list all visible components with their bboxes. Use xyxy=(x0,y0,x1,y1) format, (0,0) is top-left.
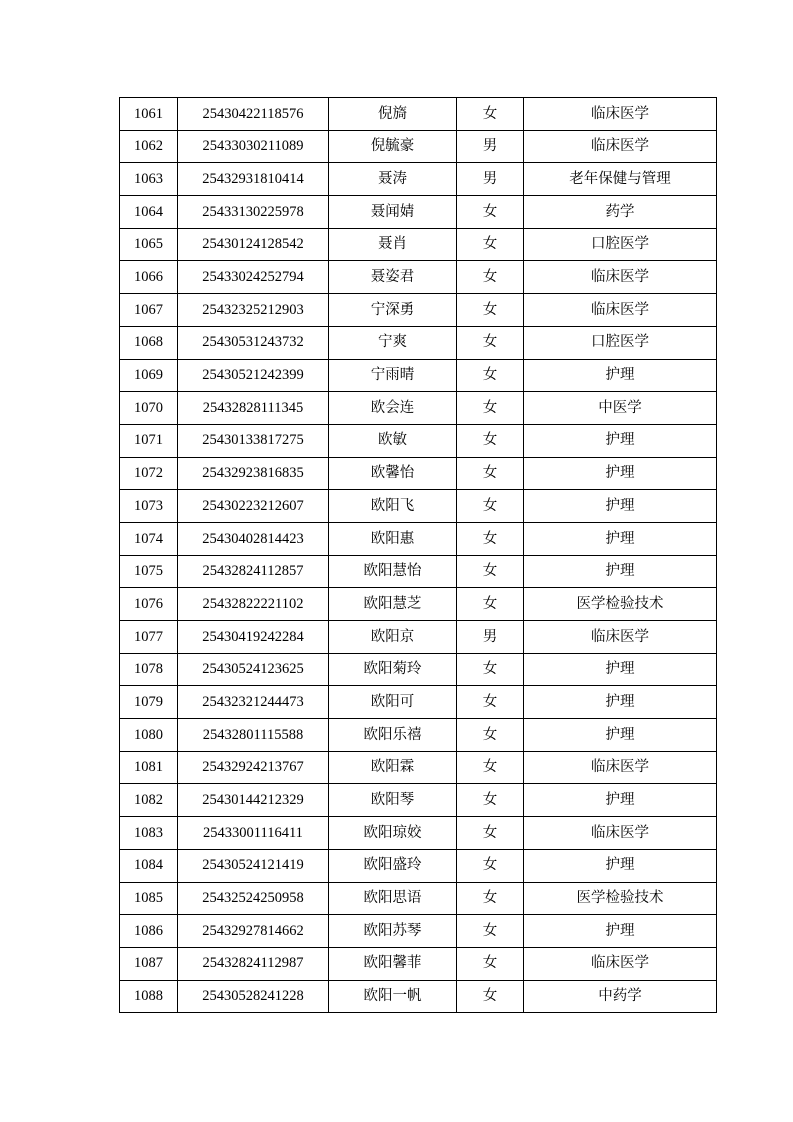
gender-cell: 女 xyxy=(457,457,524,490)
exam-id-cell: 25430419242284 xyxy=(178,621,329,654)
exam-id-cell: 25433030211089 xyxy=(178,130,329,163)
table-row xyxy=(120,653,717,686)
table-row xyxy=(120,751,717,784)
table-row xyxy=(120,719,717,752)
major-cell: 护理 xyxy=(524,849,717,882)
table-row xyxy=(120,228,717,261)
name-cell: 欧阳京 xyxy=(329,621,457,654)
gender-cell: 女 xyxy=(457,522,524,555)
table-row xyxy=(120,326,717,359)
gender-cell: 女 xyxy=(457,915,524,948)
major-cell: 口腔医学 xyxy=(524,326,717,359)
table-row xyxy=(120,555,717,588)
major-cell: 护理 xyxy=(524,653,717,686)
serial-number-cell: 1070 xyxy=(120,392,178,425)
serial-number-cell: 1069 xyxy=(120,359,178,392)
serial-number-cell: 1062 xyxy=(120,130,178,163)
name-cell: 倪旖 xyxy=(329,98,457,131)
gender-cell: 女 xyxy=(457,947,524,980)
gender-cell: 女 xyxy=(457,555,524,588)
name-cell: 宁深勇 xyxy=(329,294,457,327)
name-cell: 聂闻婧 xyxy=(329,196,457,229)
exam-id-cell: 25430422118576 xyxy=(178,98,329,131)
major-cell: 药学 xyxy=(524,196,717,229)
student-list-table xyxy=(119,97,717,1013)
gender-cell: 女 xyxy=(457,261,524,294)
gender-cell: 女 xyxy=(457,490,524,523)
serial-number-cell: 1072 xyxy=(120,457,178,490)
name-cell: 欧阳苏琴 xyxy=(329,915,457,948)
gender-cell: 女 xyxy=(457,326,524,359)
name-cell: 欧阳琴 xyxy=(329,784,457,817)
table-row xyxy=(120,686,717,719)
exam-id-cell: 25432325212903 xyxy=(178,294,329,327)
name-cell: 欧阳菊玲 xyxy=(329,653,457,686)
table-row xyxy=(120,98,717,131)
serial-number-cell: 1075 xyxy=(120,555,178,588)
serial-number-cell: 1061 xyxy=(120,98,178,131)
name-cell: 欧阳惠 xyxy=(329,522,457,555)
major-cell: 医学检验技术 xyxy=(524,588,717,621)
gender-cell: 女 xyxy=(457,228,524,261)
gender-cell: 女 xyxy=(457,882,524,915)
serial-number-cell: 1086 xyxy=(120,915,178,948)
major-cell: 护理 xyxy=(524,359,717,392)
exam-id-cell: 25430531243732 xyxy=(178,326,329,359)
gender-cell: 女 xyxy=(457,751,524,784)
major-cell: 护理 xyxy=(524,490,717,523)
table-row xyxy=(120,621,717,654)
gender-cell: 女 xyxy=(457,784,524,817)
serial-number-cell: 1078 xyxy=(120,653,178,686)
major-cell: 护理 xyxy=(524,522,717,555)
table-row xyxy=(120,947,717,980)
table-row xyxy=(120,196,717,229)
table-row xyxy=(120,817,717,850)
exam-id-cell: 25432924213767 xyxy=(178,751,329,784)
gender-cell: 女 xyxy=(457,98,524,131)
serial-number-cell: 1077 xyxy=(120,621,178,654)
name-cell: 欧阳霖 xyxy=(329,751,457,784)
exam-id-cell: 25430402814423 xyxy=(178,522,329,555)
serial-number-cell: 1087 xyxy=(120,947,178,980)
major-cell: 临床医学 xyxy=(524,751,717,784)
table-row xyxy=(120,784,717,817)
exam-id-cell: 25430521242399 xyxy=(178,359,329,392)
gender-cell: 女 xyxy=(457,424,524,457)
exam-id-cell: 25432828111345 xyxy=(178,392,329,425)
name-cell: 聂姿君 xyxy=(329,261,457,294)
name-cell: 欧馨怡 xyxy=(329,457,457,490)
serial-number-cell: 1083 xyxy=(120,817,178,850)
major-cell: 临床医学 xyxy=(524,621,717,654)
major-cell: 护理 xyxy=(524,784,717,817)
major-cell: 临床医学 xyxy=(524,817,717,850)
major-cell: 护理 xyxy=(524,719,717,752)
serial-number-cell: 1081 xyxy=(120,751,178,784)
serial-number-cell: 1088 xyxy=(120,980,178,1013)
gender-cell: 男 xyxy=(457,130,524,163)
exam-id-cell: 25432321244473 xyxy=(178,686,329,719)
name-cell: 聂肖 xyxy=(329,228,457,261)
name-cell: 欧阳盛玲 xyxy=(329,849,457,882)
table-row xyxy=(120,980,717,1013)
serial-number-cell: 1080 xyxy=(120,719,178,752)
serial-number-cell: 1068 xyxy=(120,326,178,359)
name-cell: 宁雨晴 xyxy=(329,359,457,392)
serial-number-cell: 1065 xyxy=(120,228,178,261)
major-cell: 临床医学 xyxy=(524,947,717,980)
name-cell: 欧阳思语 xyxy=(329,882,457,915)
table-row xyxy=(120,588,717,621)
gender-cell: 男 xyxy=(457,621,524,654)
serial-number-cell: 1073 xyxy=(120,490,178,523)
name-cell: 聂涛 xyxy=(329,163,457,196)
gender-cell: 女 xyxy=(457,588,524,621)
gender-cell: 女 xyxy=(457,359,524,392)
table-row xyxy=(120,849,717,882)
exam-id-cell: 25430524121419 xyxy=(178,849,329,882)
table-row xyxy=(120,882,717,915)
table-row xyxy=(120,457,717,490)
gender-cell: 女 xyxy=(457,719,524,752)
exam-id-cell: 25432824112857 xyxy=(178,555,329,588)
exam-id-cell: 25430223212607 xyxy=(178,490,329,523)
exam-id-cell: 25432524250958 xyxy=(178,882,329,915)
gender-cell: 女 xyxy=(457,294,524,327)
exam-id-cell: 25433001116411 xyxy=(178,817,329,850)
exam-id-cell: 25432824112987 xyxy=(178,947,329,980)
table-row xyxy=(120,261,717,294)
exam-id-cell: 25430528241228 xyxy=(178,980,329,1013)
serial-number-cell: 1079 xyxy=(120,686,178,719)
name-cell: 欧阳馨菲 xyxy=(329,947,457,980)
table-body xyxy=(120,98,717,1013)
gender-cell: 女 xyxy=(457,686,524,719)
major-cell: 临床医学 xyxy=(524,98,717,131)
major-cell: 中药学 xyxy=(524,980,717,1013)
serial-number-cell: 1066 xyxy=(120,261,178,294)
major-cell: 中医学 xyxy=(524,392,717,425)
major-cell: 临床医学 xyxy=(524,294,717,327)
major-cell: 口腔医学 xyxy=(524,228,717,261)
name-cell: 欧阳琼姣 xyxy=(329,817,457,850)
exam-id-cell: 25432923816835 xyxy=(178,457,329,490)
serial-number-cell: 1085 xyxy=(120,882,178,915)
name-cell: 欧阳可 xyxy=(329,686,457,719)
name-cell: 宁爽 xyxy=(329,326,457,359)
major-cell: 护理 xyxy=(524,915,717,948)
serial-number-cell: 1082 xyxy=(120,784,178,817)
major-cell: 医学检验技术 xyxy=(524,882,717,915)
serial-number-cell: 1064 xyxy=(120,196,178,229)
name-cell: 倪毓豪 xyxy=(329,130,457,163)
table-row xyxy=(120,359,717,392)
exam-id-cell: 25432931810414 xyxy=(178,163,329,196)
exam-id-cell: 25433024252794 xyxy=(178,261,329,294)
major-cell: 护理 xyxy=(524,686,717,719)
serial-number-cell: 1071 xyxy=(120,424,178,457)
exam-id-cell: 25433130225978 xyxy=(178,196,329,229)
major-cell: 临床医学 xyxy=(524,130,717,163)
table-row xyxy=(120,522,717,555)
exam-id-cell: 25430524123625 xyxy=(178,653,329,686)
exam-id-cell: 25432822221102 xyxy=(178,588,329,621)
serial-number-cell: 1063 xyxy=(120,163,178,196)
name-cell: 欧阳慧芝 xyxy=(329,588,457,621)
gender-cell: 女 xyxy=(457,817,524,850)
gender-cell: 女 xyxy=(457,653,524,686)
major-cell: 护理 xyxy=(524,457,717,490)
serial-number-cell: 1074 xyxy=(120,522,178,555)
exam-id-cell: 25430133817275 xyxy=(178,424,329,457)
gender-cell: 女 xyxy=(457,980,524,1013)
table-row xyxy=(120,915,717,948)
name-cell: 欧敏 xyxy=(329,424,457,457)
table-row xyxy=(120,490,717,523)
major-cell: 临床医学 xyxy=(524,261,717,294)
table-row xyxy=(120,130,717,163)
table-row xyxy=(120,163,717,196)
gender-cell: 女 xyxy=(457,849,524,882)
name-cell: 欧阳一帆 xyxy=(329,980,457,1013)
gender-cell: 女 xyxy=(457,392,524,425)
gender-cell: 女 xyxy=(457,196,524,229)
table-row xyxy=(120,424,717,457)
serial-number-cell: 1076 xyxy=(120,588,178,621)
major-cell: 老年保健与管理 xyxy=(524,163,717,196)
name-cell: 欧阳慧怡 xyxy=(329,555,457,588)
exam-id-cell: 25432927814662 xyxy=(178,915,329,948)
table-row xyxy=(120,294,717,327)
name-cell: 欧阳飞 xyxy=(329,490,457,523)
exam-id-cell: 25430144212329 xyxy=(178,784,329,817)
name-cell: 欧会连 xyxy=(329,392,457,425)
major-cell: 护理 xyxy=(524,424,717,457)
serial-number-cell: 1084 xyxy=(120,849,178,882)
table-row xyxy=(120,392,717,425)
exam-id-cell: 25432801115588 xyxy=(178,719,329,752)
name-cell: 欧阳乐禧 xyxy=(329,719,457,752)
major-cell: 护理 xyxy=(524,555,717,588)
exam-id-cell: 25430124128542 xyxy=(178,228,329,261)
gender-cell: 男 xyxy=(457,163,524,196)
serial-number-cell: 1067 xyxy=(120,294,178,327)
